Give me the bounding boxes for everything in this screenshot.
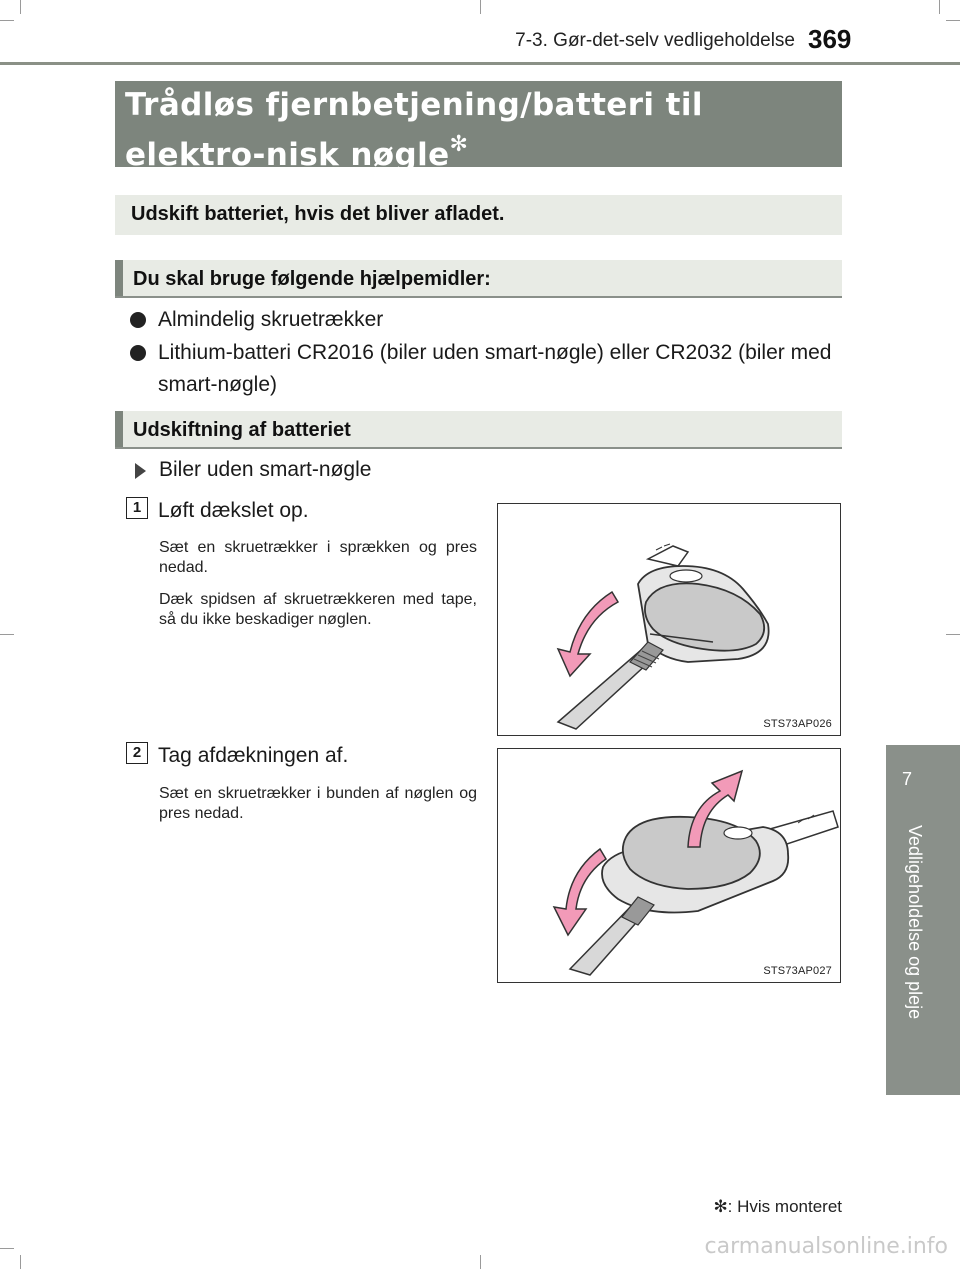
section-tab-label: Vedligeholdelse og pleje [905, 825, 925, 1020]
step-number: 2 [126, 742, 148, 764]
key-illustration [498, 504, 840, 735]
key-illustration [498, 749, 840, 982]
replacement-heading-text: Udskiftning af batteriet [133, 419, 351, 441]
figure-code: STS73AP026 [763, 718, 832, 730]
watermark: carmanualsonline.info [704, 1234, 948, 1259]
crop-mark [20, 0, 21, 14]
footnote: ✻: Hvis monteret [713, 1197, 842, 1216]
page-title-box [115, 81, 842, 173]
list-item-text: Almindelig skruetrækker [158, 308, 384, 331]
crop-mark [0, 20, 14, 21]
step-description: Dæk spidsen af skruetrækkeren med tape, så du ikke beskadiger nøglen. [159, 591, 477, 628]
bullet-dot [130, 345, 146, 361]
figure-key-cover-removal [497, 748, 841, 983]
crop-mark [480, 1255, 481, 1269]
step-title: Løft dækslet op. [158, 499, 309, 522]
tools-heading [115, 260, 842, 298]
crop-mark [0, 1248, 14, 1249]
step-description: Sæt en skruetrækker i sprækken og pres nedad. [159, 539, 477, 576]
header-rule [0, 62, 960, 65]
triangle-bullet-icon [135, 463, 146, 479]
crop-mark [0, 634, 14, 635]
intro-box: Udskift batteriet, hvis det bliver afladet. [115, 195, 842, 235]
page-title-text: Trådløs fjernbetjening/batteri til elektro-nisk nøgle [125, 87, 703, 173]
step-title: Tag afdækningen af. [158, 744, 349, 767]
page-number: 369 [808, 24, 852, 54]
tools-heading-text: Du skal bruge følgende hjælpemidler: [133, 268, 491, 290]
crop-mark [480, 0, 481, 14]
vehicle-type-text: Biler uden smart-nøgle [159, 458, 372, 481]
list-item-text: Lithium-batteri CR2016 (biler uden smart-nøgle) eller CR2032 (biler med smart-nøgle) [158, 341, 832, 396]
bullet-dot [130, 312, 146, 328]
step-number: 1 [126, 497, 148, 519]
replacement-heading [115, 411, 842, 449]
heading-bar [115, 260, 123, 296]
crop-mark [946, 20, 960, 21]
crop-mark [939, 0, 940, 14]
figure-code: STS73AP027 [763, 965, 832, 977]
heading-bar [115, 411, 123, 447]
step-description: Sæt en skruetrækker i bunden af nøglen og pres nedad. [159, 785, 477, 822]
crop-mark [20, 1255, 21, 1269]
title-marker: ✻ [449, 132, 469, 157]
chapter-header: 7-3. Gør-det-selv vedligeholdelse [515, 30, 795, 51]
page-title [125, 85, 832, 175]
section-tab-number: 7 [901, 769, 912, 789]
crop-mark [946, 634, 960, 635]
figure-key-cover-lift [497, 503, 841, 736]
section-tab [886, 745, 960, 1095]
